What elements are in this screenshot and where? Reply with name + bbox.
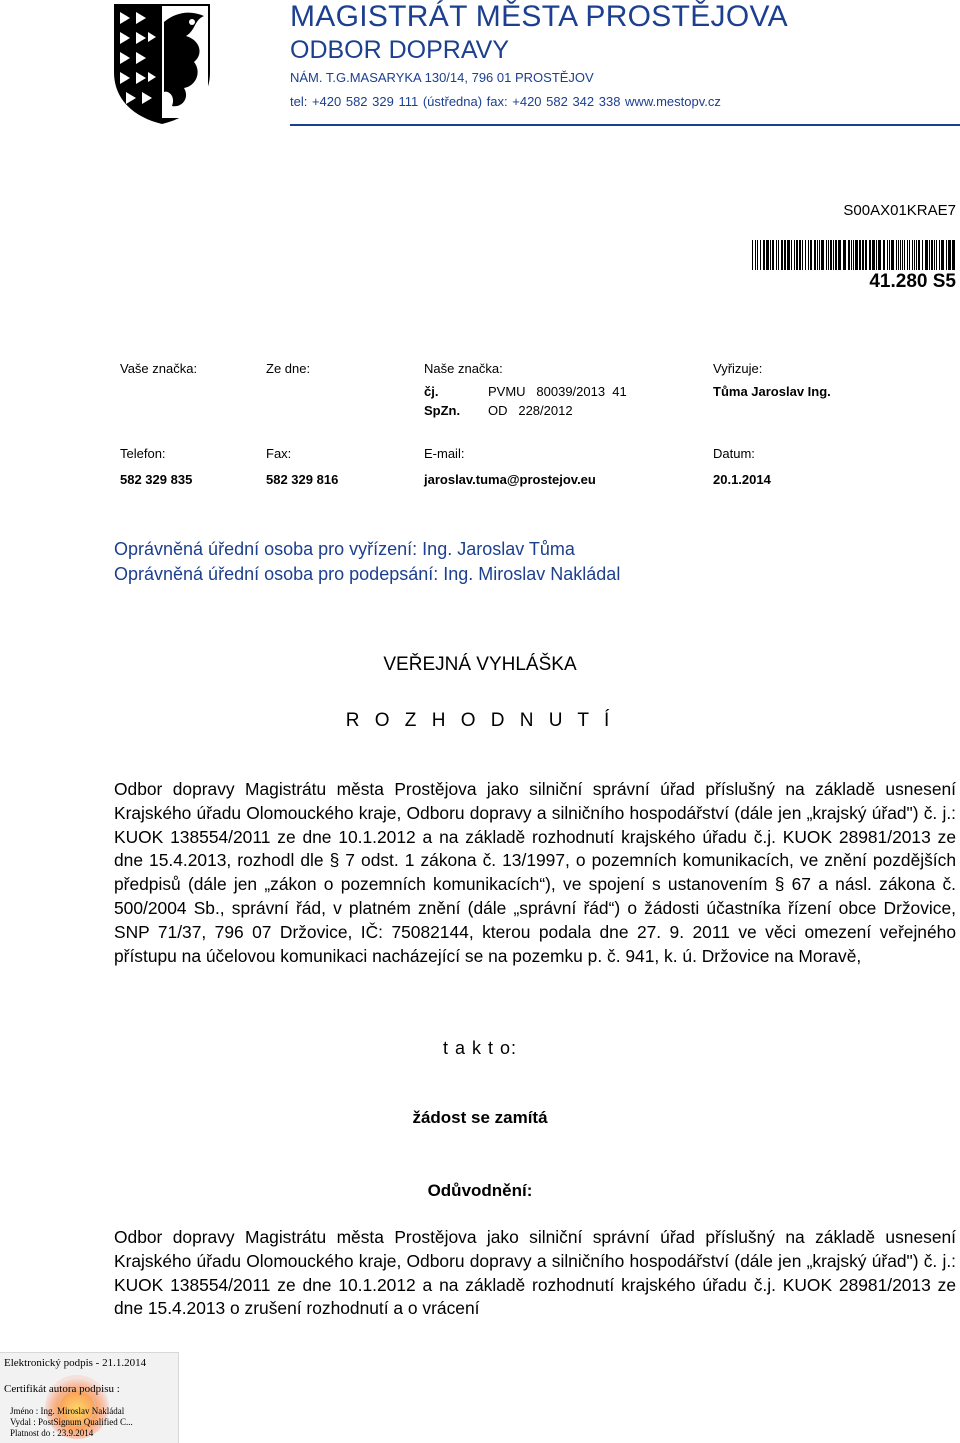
header-contact: tel: +420 582 329 111 (ústředna) fax: +420 582 342 338 www.mestopv.cz [290,94,721,109]
telefon-value: 582 329 835 [120,472,193,487]
label-email: E-mail: [424,446,465,461]
label-ze-dne: Ze dne: [266,361,311,376]
vyrizuje-value: Tůma Jaroslav Ing. [713,384,831,399]
electronic-signature-stamp [0,1352,179,1443]
label-fax: Fax: [266,446,292,461]
official-signer: Oprávněná úřední osoba pro podepsání: Ing. Miroslav Nakládal [114,564,621,584]
signature-date: Elektronický podpis - 21.1.2014 [4,1357,147,1369]
decision-statement: žádost se zamítá [412,1108,548,1127]
document-ref-code: 41.280 S5 [869,271,956,292]
heading-decision: R O Z H O D N U T Í [345,710,615,731]
signature-issuer: Vydal : PostSignum Qualified C... [10,1417,133,1427]
header-address: NÁM. T.G.MASARYKA 130/14, 796 01 PROSTĚJOV [290,70,594,85]
header-title: MAGISTRÁT MĚSTA PROSTĚJOVA [290,0,788,33]
paragraph-reasoning: Odbor dopravy Magistrátu města Prostějova jako silniční správní úřad příslušný na základě usnesení Krajského úřadu Olomouckého kraje, Odboru dopravy a silničního hospodářství (dále jen „krajský úřad") č. j.: KUOK 138554/2011 ze dne 10.1.2012 a na základě rozhodnutí krajského úřadu č.j. KUOK 28981/2013 ze dne 15.4.2013 o zrušení rozhodnutí a o vrácení [114,1227,956,1319]
document-id-code: S00AX01KRAE7 [843,202,956,219]
label-vase-znacka: Vaše značka: [120,361,198,376]
heading-public-notice: VEŘEJNÁ VYHLÁŠKA [383,654,577,675]
datum-value: 20.1.2014 [713,472,771,487]
label-nase-znacka: Naše značka: [424,361,503,376]
spzn-value: OD 228/2012 [488,403,573,418]
barcode-icon [752,240,956,270]
label-datum: Datum: [713,446,755,461]
paragraph-decision: Odbor dopravy Magistrátu města Prostějova jako silniční správní úřad příslušný na základě usnesení Krajského úřadu Olomouckého kraje, Odboru dopravy a silničního hospodářství (dále jen „krajský úřad") č. j.: KUOK 138554/2011 ze dne 10.1.2012 a na základě rozhodnutí krajského úřadu č.j. KUOK 28981/2013 ze dne 15.4.2013, rozhodl dle § 7 odst. 1 zákona č. 13/1997, o pozemních komunikacích, ve znění pozdějších předpisů (dále jen „zákon o pozemních komunikacích“), ve spojení s ustanovením § 67 a násl. zákona č. 500/2004 Sb., správní řád, v platném znění (dále „správní řád“) o žádosti účastníka řízení obce Držovice, SNP 71/37, 796 07 Držovice, IČ: 75082144, kterou podala dne 27. 9. 2011 ve věci omezení veřejného přístupu na účelovou komunikaci nacházející se na pozemku p. č. 941, k. ú. Držovice na Moravě, [114,779,956,966]
signature-validity: Platnost do : 23.9.2014 [10,1428,94,1438]
label-telefon: Telefon: [120,446,166,461]
header-divider [290,124,960,126]
city-crest-logo [112,2,212,126]
label-vyrizuje: Vyřizuje: [713,361,763,376]
fax-value: 582 329 816 [266,472,339,487]
signature-cert-label: Certifikát autora podpisu : [4,1383,120,1395]
email-value: jaroslav.tuma@prostejov.eu [424,472,596,487]
signature-name: Jméno : Ing. Miroslav Nakládal [10,1406,125,1416]
cj-value: PVMU 80039/2013 41 [488,384,627,399]
cj-label: čj. [424,384,439,399]
spzn-label: SpZn. [424,403,461,418]
heading-reasoning: Odůvodnění: [427,1181,533,1200]
official-handler: Oprávněná úřední osoba pro vyřízení: Ing. Jaroslav Tůma [114,539,575,559]
header-department: ODBOR DOPRAVY [290,36,510,64]
signature-details [10,1406,133,1439]
heading-takto: t a k t o: [442,1038,518,1058]
